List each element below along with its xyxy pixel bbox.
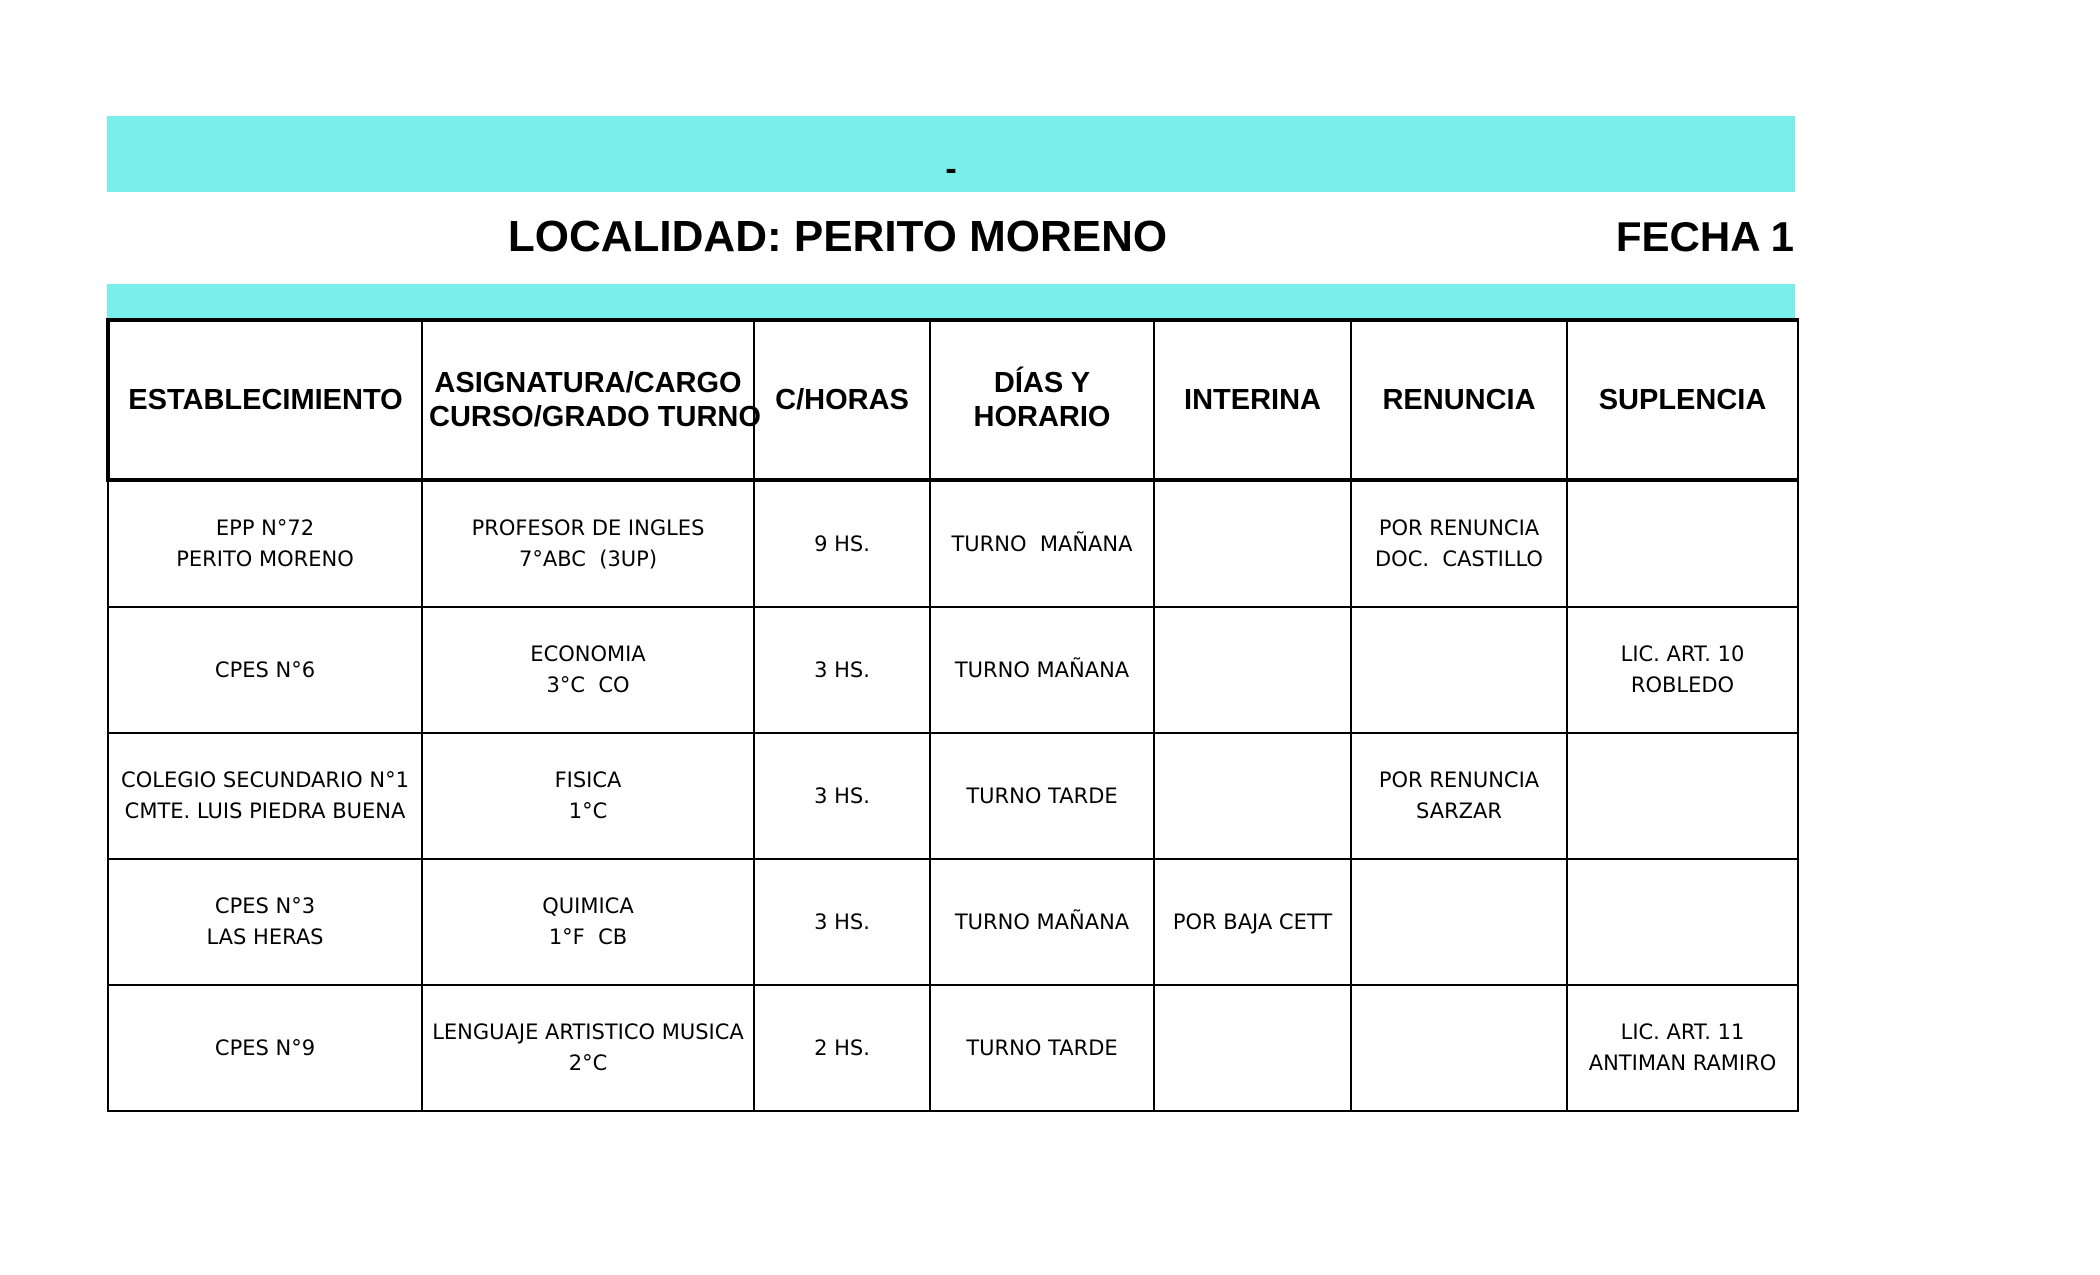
column-header-label: DÍAS Y (993, 367, 1091, 399)
table-cell (1567, 733, 1798, 859)
cell-text: QUIMICA (542, 894, 634, 918)
column-header (422, 320, 761, 480)
table-row (108, 985, 1798, 1111)
cell-text: FISICA (554, 768, 622, 792)
column-header-label: HORARIO (973, 401, 1111, 433)
cell-text: LAS HERAS (206, 925, 324, 949)
column-header-label: C/HORAS (775, 384, 909, 416)
table-cell (930, 985, 1154, 1111)
cell-text: 2°C (568, 1051, 608, 1075)
table-cell (930, 733, 1154, 859)
cell-text: LIC. ART. 10 (1620, 642, 1745, 666)
table-cell (108, 859, 422, 985)
column-header-label: INTERINA (1184, 384, 1321, 416)
cell-text: TURNO TARDE (966, 783, 1118, 808)
column-header (1154, 320, 1351, 480)
table-cell (1351, 607, 1567, 733)
cell-text: POR RENUNCIA (1378, 768, 1540, 792)
column-header (930, 320, 1154, 480)
column-header (1351, 320, 1567, 480)
cell-text: CPES N°9 (214, 1035, 316, 1060)
table-cell (1567, 985, 1798, 1111)
table-cell (930, 859, 1154, 985)
table-cell (108, 733, 422, 859)
table-cell (1154, 480, 1351, 607)
column-header (108, 320, 422, 480)
cell-text: CMTE. LUIS PIEDRA BUENA (124, 799, 406, 823)
table-cell (1567, 480, 1798, 607)
table-cell (930, 480, 1154, 607)
table-cell (1351, 985, 1567, 1111)
table-cell (1351, 859, 1567, 985)
cell-text: 7°ABC (3UP) (518, 547, 658, 571)
table-cell (1154, 985, 1351, 1111)
column-header (1567, 320, 1798, 480)
table-cell (1154, 859, 1351, 985)
table-row (108, 733, 1798, 859)
cell-text: POR RENUNCIA (1378, 516, 1540, 540)
table-cell (1351, 480, 1567, 607)
cell-text: TURNO MAÑANA (951, 531, 1133, 556)
table-row (108, 859, 1798, 985)
header-band-bottom (107, 284, 1795, 320)
cell-text: PERITO MORENO (176, 547, 354, 571)
cell-text: DOC. CASTILLO (1375, 547, 1543, 571)
table-cell (422, 985, 754, 1111)
cell-text: CPES N°3 (214, 894, 316, 918)
column-header (754, 320, 930, 480)
table-row (108, 607, 1798, 733)
cell-text: ECONOMIA (530, 642, 646, 666)
cell-text: 1°F CB (548, 925, 628, 949)
fecha-label: FECHA 1 (1615, 213, 1794, 260)
table-body (108, 480, 1798, 1111)
cell-text: LIC. ART. 11 (1620, 1020, 1745, 1044)
cell-text: LENGUAJE ARTISTICO MUSICA (432, 1020, 744, 1044)
cell-text: ROBLEDO (1630, 673, 1735, 697)
table-cell (754, 480, 930, 607)
cell-text: 3 HS. (814, 783, 870, 808)
cell-text: ANTIMAN RAMIRO (1588, 1051, 1777, 1075)
table-cell (754, 859, 930, 985)
table-cell (754, 733, 930, 859)
cell-text: 2 HS. (814, 1035, 870, 1060)
table-cell (422, 733, 754, 859)
column-header-label: CURSO/GRADO TURNO (429, 401, 761, 433)
table-cell (108, 607, 422, 733)
header-dash: - (945, 150, 957, 188)
cell-text: 3°C CO (546, 673, 630, 697)
table-cell (1154, 607, 1351, 733)
table-cell (108, 480, 422, 607)
table-cell (1567, 607, 1798, 733)
assignments-table (106, 318, 1799, 1112)
cell-text: COLEGIO SECUNDARIO N°1 (121, 768, 409, 792)
localidad-title: LOCALIDAD: PERITO MORENO (507, 212, 1168, 261)
table-cell (754, 985, 930, 1111)
table-cell (422, 607, 754, 733)
table-cell (1154, 733, 1351, 859)
table-cell (422, 859, 754, 985)
table-cell (754, 607, 930, 733)
column-header-label: SUPLENCIA (1598, 384, 1767, 416)
cell-text: 3 HS. (814, 909, 870, 934)
table-header-row (108, 320, 1798, 480)
column-header-label: ASIGNATURA/CARGO (434, 367, 742, 399)
table-cell (1567, 859, 1798, 985)
table-cell (1351, 733, 1567, 859)
table-cell (422, 480, 754, 607)
header-band-top (107, 116, 1795, 192)
column-header-label: RENUNCIA (1382, 384, 1536, 416)
cell-text: PROFESOR DE INGLES (471, 516, 705, 540)
cell-text: CPES N°6 (214, 657, 316, 682)
table-cell (930, 607, 1154, 733)
table-cell (108, 985, 422, 1111)
cell-text: 3 HS. (814, 657, 870, 682)
column-header-label: ESTABLECIMIENTO (128, 384, 403, 416)
cell-text: 9 HS. (814, 531, 870, 556)
cell-text: TURNO TARDE (966, 1035, 1118, 1060)
table-row (108, 480, 1798, 607)
cell-text: SARZAR (1415, 799, 1503, 823)
cell-text: TURNO MAÑANA (954, 909, 1130, 934)
cell-text: TURNO MAÑANA (954, 657, 1130, 682)
cell-text: 1°C (568, 799, 608, 823)
cell-text: EPP N°72 (215, 516, 315, 540)
cell-text: POR BAJA CETT (1172, 909, 1333, 934)
